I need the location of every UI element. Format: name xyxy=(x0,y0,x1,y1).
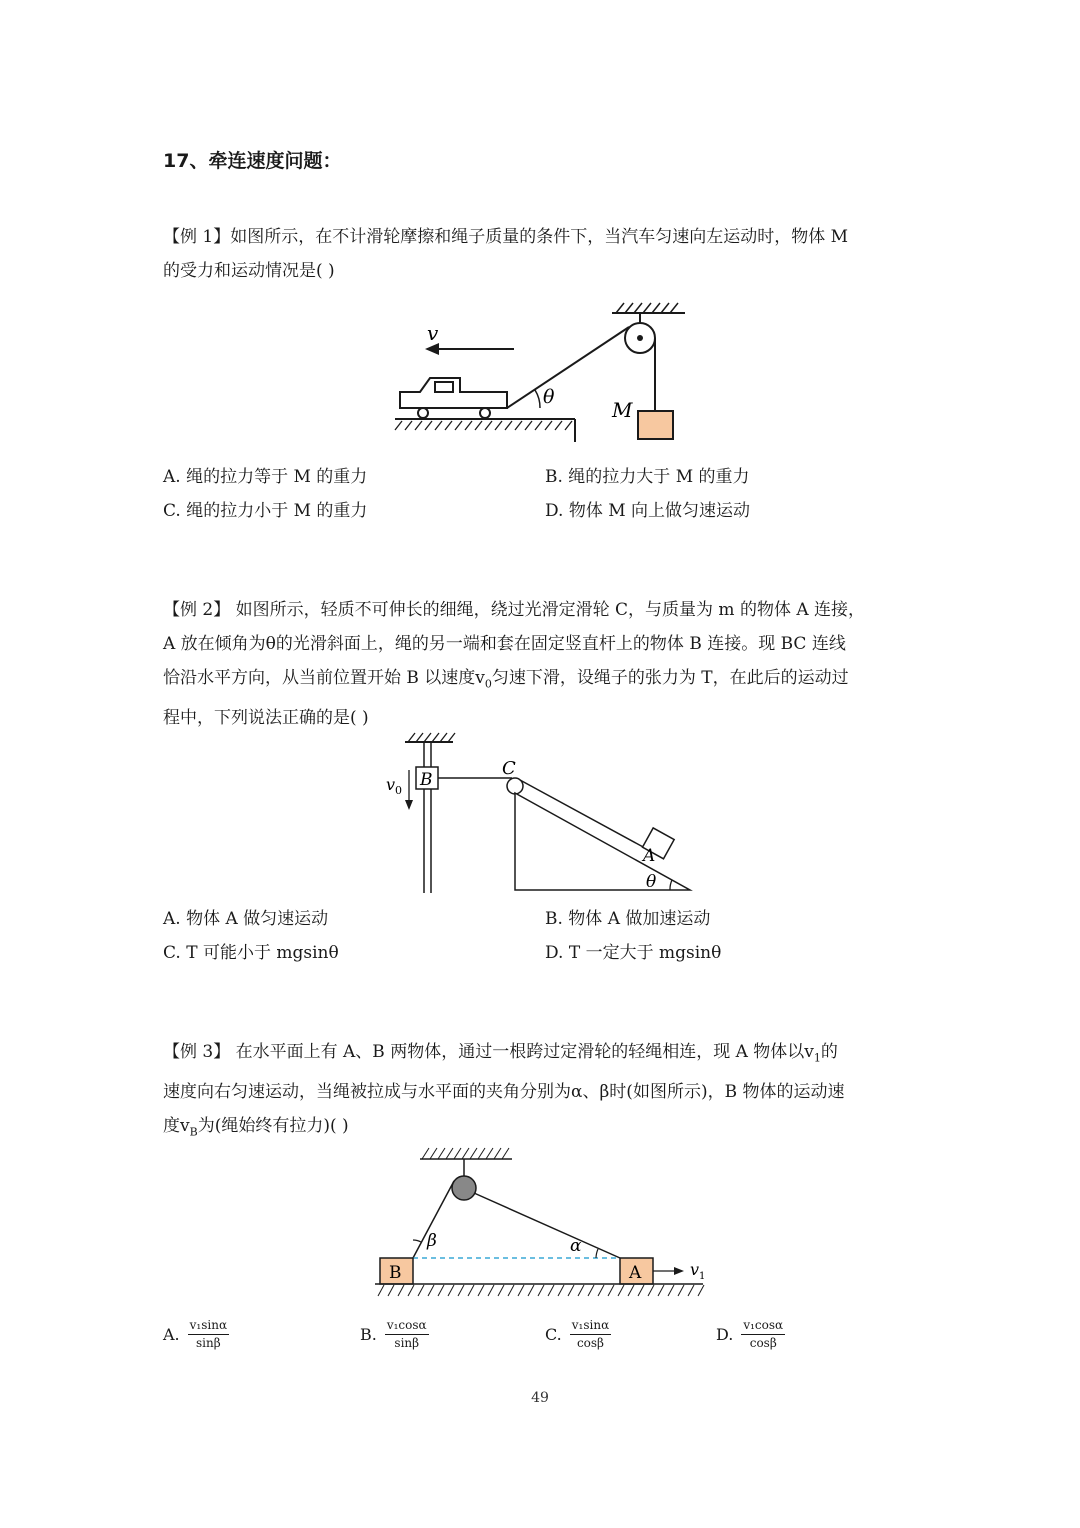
ex2-line-3: 恰沿水平方向，从当前位置开始 B 以速度$v_0$匀速下滑，设绳子的张力为 T，在此后的运动过 xyxy=(163,668,849,691)
ex2-line-4: 程中，下列说法正确的是( ) xyxy=(163,708,369,729)
ex2-label-a: A xyxy=(643,846,656,866)
ex2-option-c: C. T 可能小于 mgsinθ xyxy=(163,943,339,963)
page-number: 49 xyxy=(531,1390,549,1406)
ex3-question xyxy=(163,1035,923,1150)
ex3-label-beta: β xyxy=(427,1231,437,1251)
ex1-block-m xyxy=(638,411,673,439)
ex3-label-b: B xyxy=(389,1263,402,1283)
ex1-label-m: M xyxy=(612,398,633,422)
ex3-line-1: 【例 3】 在水平面上有 A、B 两物体，通过一根跨过定滑轮的轻绳相连，现 A 物体以$v_1$的 xyxy=(163,1042,838,1065)
ex2-line-1: 【例 2】 如图所示，轻质不可伸长的细绳，绕过光滑定滑轮 C，与质量为 m 的物体 A 连接， xyxy=(163,600,866,620)
ex2-label-theta: θ xyxy=(646,872,657,892)
ex3-option-b: B. $\frac{\text{v₁cosα}}{\sin\beta}$ xyxy=(360,1318,427,1350)
ex2-option-b: B. 物体 A 做加速运动 xyxy=(545,909,711,929)
ex1-label-theta: θ xyxy=(543,386,555,408)
ex3-label-a: A xyxy=(629,1263,642,1283)
ex2-question xyxy=(163,593,923,735)
ex1-option-d: D. 物体 M 向上做匀速运动 xyxy=(545,501,751,521)
ex3-line-3: 度$v_B$为(绳始终有拉力)( ) xyxy=(163,1116,349,1139)
ex2-label-b: B xyxy=(420,770,433,790)
ex2-label-v: $v_0$ xyxy=(386,775,403,797)
ex2-option-a: A. 物体 A 做匀速运动 xyxy=(163,909,329,929)
ex1-line-2: 的受力和运动情况是( ) xyxy=(163,261,335,281)
ex2-option-d: D. T 一定大于 mgsinθ xyxy=(545,943,722,963)
ex1-option-c: C. 绳的拉力小于 M 的重力 xyxy=(163,501,368,521)
ex3-option-c: C. $\frac{\text{v₁sinα}}{\cos\beta}$ xyxy=(545,1318,610,1350)
ex1-line-1: 【例 1】如图所示，在不计滑轮摩擦和绳子质量的条件下，当汽车匀速向左运动时，物体 M xyxy=(163,227,849,247)
ex1-label-v: v xyxy=(427,321,439,345)
ex3-line-2: 速度向右匀速运动，当绳被拉成与水平面的夹角分别为α、β时(如图所示)，B 物体的运动速 xyxy=(163,1082,845,1103)
ex3-figure xyxy=(370,1143,715,1303)
ex3-label-alpha: α xyxy=(570,1236,582,1256)
ex1-option-b: B. 绳的拉力大于 M 的重力 xyxy=(545,467,750,487)
ex2-figure xyxy=(380,730,700,900)
ex3-label-v: $v_1$ xyxy=(690,1260,706,1282)
truck-icon xyxy=(400,378,507,418)
ex3-pulley-icon xyxy=(452,1176,476,1200)
ex1-figure xyxy=(390,300,700,450)
ex3-option-d: D. $\frac{\text{v₁cosα}}{\cos\beta}$ xyxy=(716,1318,784,1350)
ex1-option-a: A. 绳的拉力等于 M 的重力 xyxy=(163,467,368,487)
ex3-option-a: A. $\frac{\text{v₁sinα}}{\sin\beta}$ xyxy=(163,1318,228,1350)
ex1-question xyxy=(163,220,923,288)
ex2-line-2: A 放在倾角为θ的光滑斜面上，绳的另一端和套在固定竖直杆上的物体 B 连接。现 BC 连线 xyxy=(163,634,846,654)
section-title: 17、牵连速度问题： xyxy=(163,150,342,172)
ex2-label-c: C xyxy=(502,758,516,779)
